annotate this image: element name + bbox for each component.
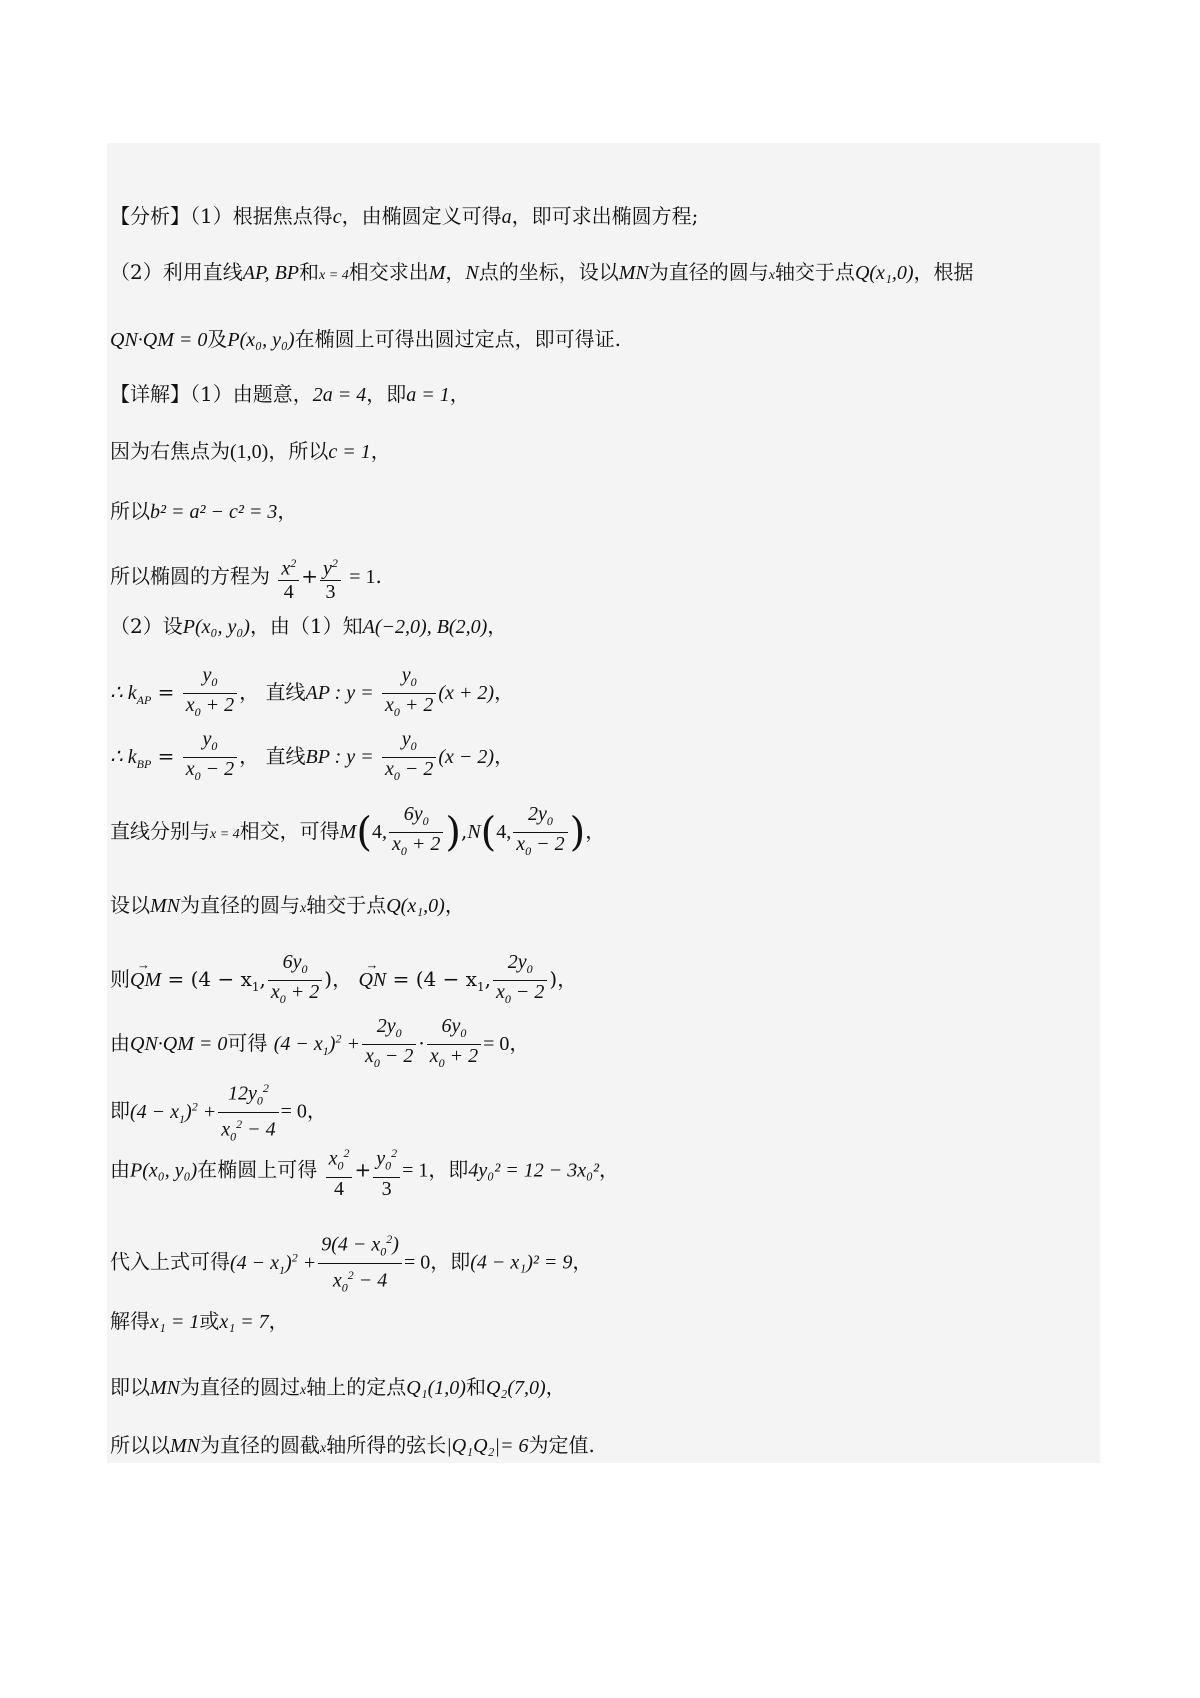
vector-qm: → QM	[130, 966, 161, 994]
solution-line-5: （2）设P(x₀, y₀)，由（1）知A(−2,0), B(2,0)，	[110, 614, 508, 638]
fraction-kap: $\frac{y_0}{x_0 + 2}$	[183, 664, 237, 723]
analysis-line-1: 【分析】（1）根据焦点得c，由椭圆定义可得a，即可求出椭圆方程;	[110, 204, 699, 228]
fraction-kbp: $\frac{y_0}{x_0 - 2}$	[183, 728, 237, 787]
solution-line-15: 解得x₁ = 1或x₁ = 7，	[110, 1309, 289, 1333]
solution-line-16: 即以MN为直径的圆过x轴上的定点Q₁(1,0)和Q₂(7,0)，	[110, 1375, 566, 1399]
solution-line-11: 由QN·QM = 0可得 $(4 - x_1)^2$ + $\frac{2y_0}{x_0 - 2}$ · $\frac{6y_0}{x_0 + 2}$ = 0，	[110, 1015, 530, 1070]
fraction-n-y: $\frac{2y_0}{x_0 - 2}$	[513, 803, 567, 862]
analysis-label: 【分析】	[110, 204, 190, 228]
solution-line-6: ∴ $k_{AP}$ = $\frac{y_0}{x_0 + 2}$ ， 直线AP : y = $\frac{y_0}{x_0 + 2}$ (x + 2)，	[110, 664, 514, 723]
fraction-x2-over-4: $\frac{x^2}{4}$	[278, 552, 299, 603]
solution-line-9: 设以MN为直径的圆与x轴交于点Q(x₁,0)，	[110, 893, 465, 917]
fraction-bp-slope: $\frac{y_0}{x_0 - 2}$	[382, 728, 436, 787]
solution-line-10: 则→ QM = ($4 - x_1$, $\frac{6y_0}{x_0 + 2}$ )， → QN = ($4 - x_1$, $\frac{2y_0}{x_0 - 2}$ )，	[110, 951, 577, 1010]
fraction-ap-slope: $\frac{y_0}{x_0 + 2}$	[382, 664, 436, 723]
analysis-line-3: QN·QM = 0及P(x₀, y₀)在椭圆上可得出圆过定点，即可得证.	[110, 327, 621, 351]
solution-line-14: 代入上式可得$(4 - x_1)^2$ + $\frac{9(4 - x_0^2)}{x_0^2 - 4}$ = 0，即(4 − x₁)² = 9，	[110, 1228, 592, 1298]
analysis-line-2: （2）利用直线AP, BP和x = 4相交求出M，N点的坐标，设以MN为直径的圆与x轴交于点Q(x₁,0)，根据	[110, 260, 974, 284]
solution-line-1: 【详解】（1）由题意，2a = 4，即a = 1，	[110, 382, 470, 406]
solution-line-2: 因为右焦点为(1,0)，所以c = 1，	[110, 439, 391, 463]
vector-dot-equation: QN·QM = 0	[110, 329, 208, 351]
solution-line-8: 直线分别与x = 4相交，可得M(4, $\frac{6y_0}{x_0 + 2}$ ),N(4, $\frac{2y_0}{x_0 - 2}$ )，	[110, 803, 605, 862]
solution-line-17: 所以以MN为直径的圆截x轴所得的弦长|Q₁Q₂|= 6为定值.	[110, 1433, 595, 1457]
solution-label: 【详解】	[110, 382, 190, 406]
solution-line-3: 所以b² = a² − c² = 3，	[110, 499, 298, 523]
vector-qn: → QN	[358, 966, 386, 994]
solution-line-12: 即$(4 - x_1)^2$ + $\frac{12y_0^2}{x_0^2 - 4}$ = 0，	[110, 1077, 327, 1147]
solution-line-7: ∴ $k_{BP}$ = $\frac{y_0}{x_0 - 2}$ ， 直线BP : y = $\frac{y_0}{x_0 - 2}$ (x − 2)，	[110, 728, 514, 787]
fraction-m-y: $\frac{6y_0}{x_0 + 2}$	[389, 803, 443, 862]
fraction-y2-over-3: $\frac{y^2}{3}$	[320, 552, 341, 603]
solution-line-13: 由P(x₀, y₀)在椭圆上可得 $\frac{x_0^2}{4}$ + $\frac{y_0^2}{3}$ = 1，即4y₀² = 12 − 3x₀²，	[110, 1142, 619, 1200]
solution-line-4: 所以椭圆的方程为 $\frac{x^2}{4}$ + $\frac{y^2}{3}$ = 1.	[110, 552, 382, 603]
